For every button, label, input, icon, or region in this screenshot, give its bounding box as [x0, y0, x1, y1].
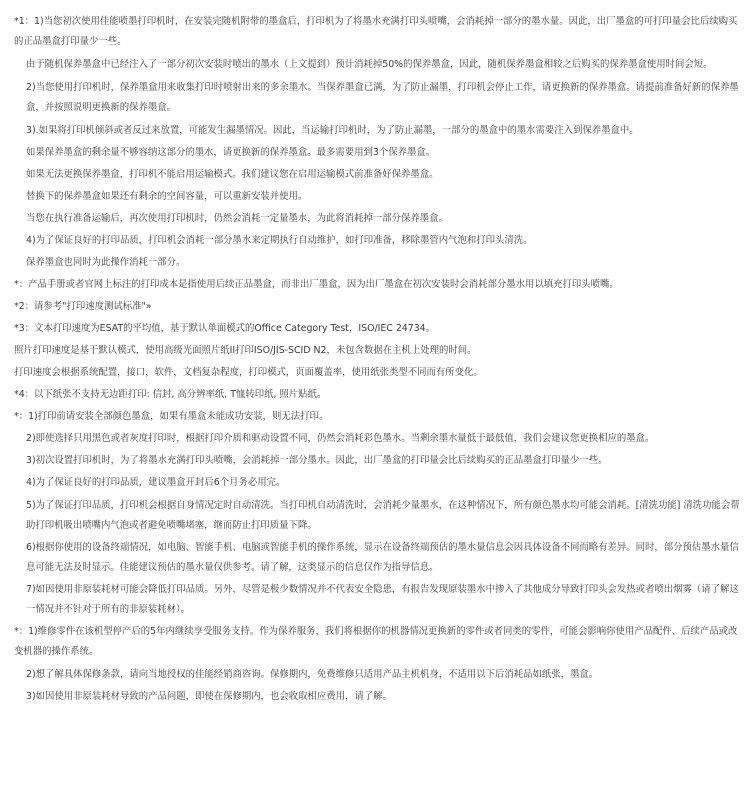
note-service-item-2: 2)想了解具体保修条款，请向当地授权的佳能经销商咨询。保修期内，免费维修只适用产品主机机身，不适用以下后消耗品如纸张，墨盒。: [26, 669, 599, 680]
note-ink-item-6: 6)根据你使用的设备终端情况，如电脑、智能手机、电脑或智能手机的操作系统，显示在设备终端预估的墨水量信息会因具体设备不同而略有差异。同时，部分预估墨水量信息可能无法及时显示。佳能建议预估的墨水量仅供参考。请了解，这类显示的信息仅作为指导信息。: [26, 542, 739, 573]
note-star-cost-paragraph: *：产品手册或者官网上标注的打印成本是指使用后续正品墨盒，而非出厂墨盒，因为出厂墨盒在初次安装时会消耗部分墨水用以填充打印头喷嘴。: [14, 279, 619, 290]
note-1-item-4-paragraph: 4)为了保证良好的打印品质，打印机会消耗一部分墨水来定期执行自动维护，如打印准备，移除墨管内气泡和打印头清洗。: [26, 235, 533, 246]
note-ink-item-5: 5)为了保证打印品质，打印机会根据自身情况定时自动清洗。当打印机自动清洗时，会消耗少量墨水，在这种情况下，所有颜色墨水均可能会消耗。[清洗功能] 清洗功能会帮助打印机吸出喷嘴内气泡或者避免喷嘴堵塞，继而防止打印质量下降。: [26, 500, 740, 531]
note-1-item-2-paragraph: 2)当您使用打印机时，保养墨盒用来收集打印时喷射出来的多余墨水。当保养墨盒已满，为了防止漏墨，打印机会停止工作，请更换新的保养墨盒。请提前准备好新的保养墨盒，并按照说明更换新的保养墨盒。: [26, 82, 739, 113]
note-service-item-3: 3)如因使用非原装耗材导致的产品问题，即使在保修期内，也会收取相应费用，请了解。: [26, 691, 392, 702]
note-ink-item-1: *：1)打印前请安装全部颜色墨盒，如果有墨盒未能成功安装，则无法打印。: [14, 411, 329, 422]
note-1-maintenance-paragraph: 由于随机保养墨盒中已经注入了一部分初次安装时喷出的墨水（上文提到）预计消耗掉50%的保养墨盒，因此，随机保养墨盒相较之后购买的保养墨盒使用时间会短。: [26, 59, 713, 70]
note-ink-item-3: 3)初次设置打印机时，为了将墨水充满打印头喷嘴，会消耗掉一部分墨水。因此，出厂墨盒的打印量会比后续购买的正品墨盒打印量少一些。: [26, 455, 608, 466]
note-1-item-3-line-5: 当您在执行准备运输后，再次使用打印机时，仍然会消耗一定量墨水，为此将消耗掉一部分保养墨盒。: [26, 213, 448, 224]
note-ink-item-7: 7)如因使用非原装耗材可能会降低打印品质。另外，尽管是极少数情况并不代表安全隐患，有报告发现原装墨水中掺入了其他成分导致打印头会发热或者喷出烟雾（请了解这一情况并不针对于所有的非原装耗材）。: [26, 584, 739, 615]
note-4-paragraph: *4：以下纸张不支持无边距打印: 信封, 高分辨率纸, T恤转印纸, 照片贴纸。: [14, 389, 327, 400]
note-1-item-3-line-4: 替换下的保养墨盒如果还有剩余的空间容量，可以重新安装并使用。: [26, 191, 308, 202]
note-ink-item-4: 4)为了保证良好的打印品质，建议墨盒开封后6个月务必用完。: [26, 477, 286, 488]
note-1-item-3-paragraph: 3).如果将打印机倾斜或者反过来放置，可能发生漏墨情况。因此，当运输打印机时，为了防止漏墨，一部分的墨盒中的墨水需要注入到保养墨盒中。: [26, 125, 639, 136]
note-3-paragraph: *3：文本打印速度为ESAT的平均值，基于默认单面模式的Office Category Test，ISO/IEC 24734。: [14, 323, 436, 334]
note-1-item-3-line-3: 如果无法更换保养墨盒，打印机不能启用运输模式。我们建议您在启用运输模式前准备好保养墨盒。: [26, 169, 439, 180]
note-1-paragraph: *1：1)当您初次使用佳能喷墨打印机时，在安装完随机附带的墨盒后，打印机为了将墨水充满打印头喷嘴，会消耗掉一部分的墨水量。因此，出厂墨盒的可打印量会比后续购买的正品墨盒打印量少一些。: [14, 16, 738, 47]
note-3-speed-variation: 打印速度会根据系统配置，接口，软件，文档复杂程度，打印模式，页面覆盖率，使用纸张类型不同而有所变化。: [14, 367, 483, 378]
note-3-photo-speed: 照片打印速度是基于默认模式，使用高级光面照片纸II打印ISO/JIS-SCID N2，未包含数据在主机上处理的时间。: [14, 345, 477, 356]
note-1-item-4-line-2: 保养墨盒也同时为此操作消耗一部分。: [26, 257, 186, 268]
note-service-item-1: *：1)维修零件在该机型停产后的5年内继续享受服务支持。作为保养服务，我们将根据你的机器情况更换新的零件或者同类的零件，可能会影响你使用产品配件、后续产品或改变机器的操作系统。: [14, 626, 738, 657]
note-2-paragraph: *2：请参考"打印速度测试标准"»: [14, 301, 152, 312]
note-1-item-3-line-2: 如果保养墨盒的剩余量不够容纳这部分的墨水，请更换新的保养墨盒。最多需要用到3个保养墨盒。: [26, 147, 436, 158]
note-ink-item-2: 2)即使选择只用黑色或者灰度打印时，根据打印介质和驱动设置不同，仍然会消耗彩色墨水。当剩余墨水量低于最低值，我们会建议您更换相应的墨盒。: [26, 433, 655, 444]
